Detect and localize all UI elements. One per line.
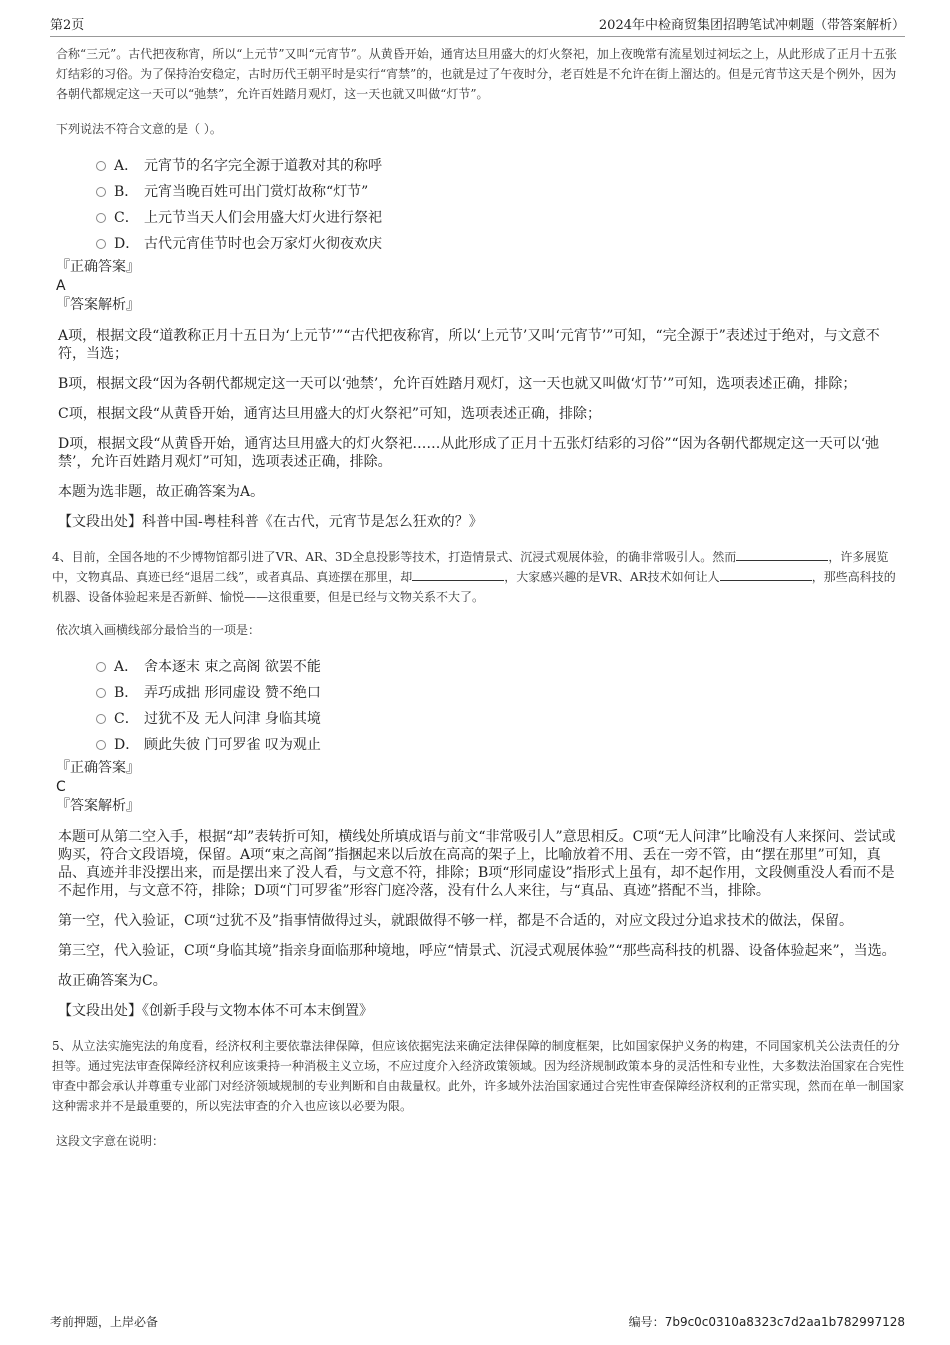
q3-option-c[interactable]: C． 上元节当天人们会用盛大灯火进行祭祀 [56, 205, 905, 231]
q3-analysis-a: A项，根据文段“道教称正月十五日为‘上元节’”“古代把夜称宵，所以‘上元节’又叫‘元宵节’”可知，“完全源于”表述过于绝对，与文意不符，当选； [58, 328, 880, 362]
radio-icon[interactable] [96, 239, 106, 249]
q3-analysis-b: B项，根据文段“因为各朝代都规定这一天可以‘弛禁’，允许百姓踏月观灯，这一天也就又叫做‘灯节’”可知，选项表述正确，排除； [58, 376, 857, 392]
radio-icon[interactable] [96, 662, 106, 672]
q3-conclusion: 本题为选非题，故正确答案为A。 [58, 484, 265, 500]
q4-stem: 4、目前，全国各地的不少博物馆都引进了VR、AR、3D全息投影等技术，打造情景式、沉浸式观展体验，的确非常吸引人。然而 ，许多展览中，文物真品、真迹已经“退居二线”，或者真品、真迹摆在那里，却 ，大家感兴趣的是VR、AR技术如何让人 ，那些高科技的机器、设备体验起来是否新鲜、愉悦——这很重要，但是已经与文物关系不大了。 [52, 550, 896, 604]
q3-option-d[interactable]: D． 古代元宵佳节时也会万家灯火彻夜欢庆 [56, 231, 905, 257]
q5-prompt: 这段文字意在说明： [56, 1134, 165, 1148]
q4-options [56, 654, 905, 758]
q3-answer: A [56, 278, 66, 294]
fill-blank-1 [736, 549, 828, 561]
q3-options [56, 153, 905, 257]
footer-slogan: 考前押题，上岸必备 [50, 1315, 159, 1329]
q3-analysis-label: 『答案解析』 [56, 297, 140, 313]
q4-answer-label: 『正确答案』 [56, 760, 140, 776]
radio-icon[interactable] [96, 213, 106, 223]
q4-option-a[interactable]: A． 舍本逐末 束之高阁 欲罢不能 [56, 654, 905, 680]
q4-analysis-1: 本题可从第二空入手，根据“却”表转折可知，横线处所填成语与前文“非常吸引人”意思相反。C项“无人问津”比喻没有人来探问、尝试或购买，符合文段语境，保留。A项“束之高阁”指捆起来以后放在高高的架子上，比喻放着不用、丢在一旁不管，由“摆在那里”可知，真品、真迹并非没摆出来，而是摆出来了没人看，与文意不符，排除；B项“形同虚设”指形式上虽有，却不起作用，文段侧重没人看而不是不起作用，与文意不符，排除；D项“门可罗雀”形容门庭冷落，没有什么人来往，与“真品、真迹”搭配不当，排除。 [58, 829, 896, 899]
document-title: 2024年中检商贸集团招聘笔试冲刺题（带答案解析） [598, 18, 905, 33]
q4-source: 【文段出处】《创新手段与文物本体不可本末倒置》 [58, 1003, 373, 1019]
q3-analysis-d: D项，根据文段“从黄昏开始，通宵达旦用盛大的灯火祭祀……从此形成了正月十五张灯结彩的习俗”“因为各朝代都规定这一天可以‘弛禁’，允许百姓踏月观灯”可知，选项表述正确，排除。 [58, 436, 880, 470]
q3-answer-label: 『正确答案』 [56, 259, 140, 275]
q4-analysis-3: 第三空，代入验证，C项“身临其境”指亲身面临那种境地，呼应“情景式、沉浸式观展体验”“那些高科技的机器、设备体验起来”，当选。 [58, 943, 896, 959]
radio-icon[interactable] [96, 714, 106, 724]
q4-analysis-2: 第一空，代入验证，C项“过犹不及”指事情做得过头，就跟做得不够一样，都是不合适的，对应文段过分追求技术的做法，保留。 [58, 913, 854, 929]
q5-stem: 5、从立法实施宪法的角度看，经济权利主要依靠法律保障，但应该依据宪法来确定法律保障的制度框架，比如国家保护义务的构建，不同国家机关公法责任的分担等。通过宪法审查保障经济权利应该秉持一种消极主义立场，不应过度介入经济政策领域。因为经济规制政策本身的灵活性和专业性，大多数法治国家在合宪性审查中都会承认并尊重专业部门对经济领域规制的专业判断和自由裁量权。此外，许多域外法治国家通过合宪性审查保障经济权利的正常实现，然而在单一制国家这种需求并不是最重要的，所以宪法审查的介入也应该以必要为限。 [52, 1039, 905, 1113]
q3-option-a[interactable]: A． 元宵节的名字完全源于道教对其的称呼 [56, 153, 905, 179]
radio-icon[interactable] [96, 740, 106, 750]
q3-prompt: 下列说法不符合文意的是（ ）。 [56, 122, 222, 136]
q4-prompt: 依次填入画横线部分最恰当的一项是： [56, 623, 261, 637]
q4-conclusion: 故正确答案为C。 [58, 973, 167, 989]
q4-analysis-label: 『答案解析』 [56, 798, 140, 814]
q4-option-b[interactable]: B． 弄巧成拙 形同虚设 赞不绝口 [56, 680, 905, 706]
document-body [52, 44, 905, 1149]
q4-option-d[interactable]: D． 顾此失彼 门可罗雀 叹为观止 [56, 732, 905, 758]
radio-icon[interactable] [96, 161, 106, 171]
fill-blank-3 [720, 569, 812, 581]
q4-answer: C [56, 779, 66, 795]
fill-blank-2 [412, 569, 504, 581]
q3-analysis-c: C项，根据文段“从黄昏开始，通宵达旦用盛大的灯火祭祀”可知，选项表述正确，排除； [58, 406, 602, 422]
q3-source: 【文段出处】科普中国-粤桂科普《在古代，元宵节是怎么狂欢的？》 [58, 514, 483, 530]
document-code: 编号：7b9c0c0310a8323c7d2aa1b782997128 [628, 1315, 905, 1329]
q4-option-c[interactable]: C． 过犹不及 无人问津 身临其境 [56, 706, 905, 732]
radio-icon[interactable] [96, 688, 106, 698]
page-number: 第2页 [50, 18, 85, 33]
radio-icon[interactable] [96, 187, 106, 197]
page-header [50, 14, 905, 37]
q3-option-b[interactable]: B． 元宵当晚百姓可出门赏灯故称“灯节” [56, 179, 905, 205]
q3-passage: 合称“三元”。古代把夜称宵，所以“上元节”又叫“元宵节”。从黄昏开始，通宵达旦用盛大的灯火祭祀，加上夜晚常有流星划过祠坛之上，从此形成了正月十五张灯结彩的习俗。为了保持治安稳定，古时历代王朝平时是实行“宵禁”的，也就是过了午夜时分，老百姓是不允许在街上溜达的。但是元宵节这天是个例外，因为各朝代都规定这一天可以“弛禁”，允许百姓踏月观灯，这一天也就又叫做“灯节”。 [56, 47, 897, 101]
